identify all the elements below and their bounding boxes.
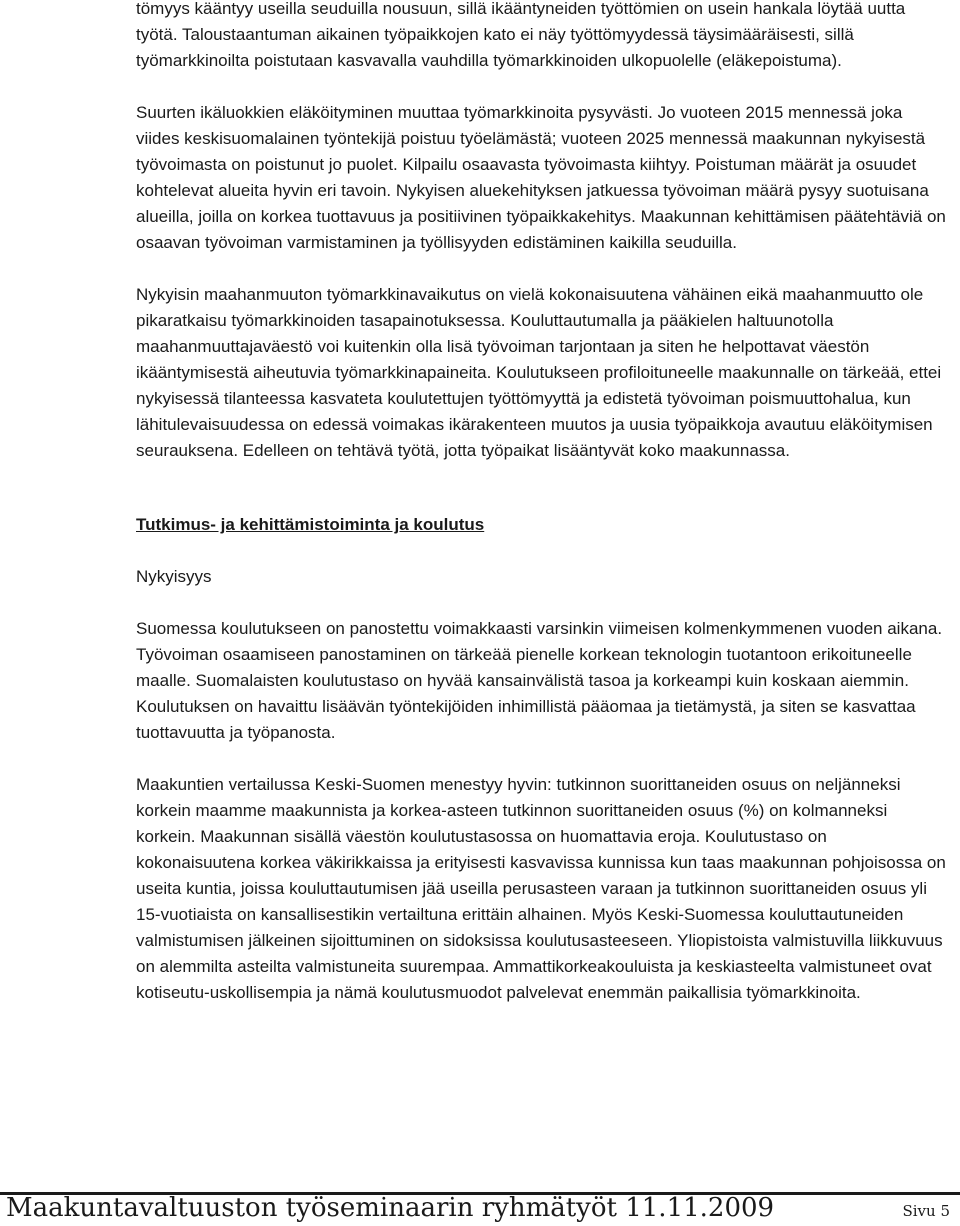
paragraph-comparison: Maakuntien vertailussa Keski-Suomen menestyy hyvin: tutkinnon suorittaneiden osuus on neljänneksi korkein maamme maakunnista ja korkea-asteen tutkinnon suorittaneiden osuus (%) on kolmanneksi korkein. Maakunnan sisällä väestön koulutustasossa on huomattavia eroja. Koulutustaso on kokonaisuutena korkea väkirikkaissa ja erityisesti kasvavissa kunnissa kun taas maakunnan pohjoisossa on useita kuntia, joissa kouluttautumisen jää useilla perusasteen varaan ja tutkinnon suorittaneiden osuus yli 15-vuotiaista on kansallisestikin vertailtuna erittäin alhainen. Myös Keski-Suomessa kouluttautuneiden valmistumisen jälkeinen sijoittuminen on sidoksissa koulutusasteeseen. Yliopistoista valmistuvilla liikkuvuus on alemmilta asteilta valmistuneita suurempaa. Ammattikorkeakouluista ja keskiasteelta valmistuneet ovat kotiseutu-uskollisempia ja nämä koulutusmuodot palvelevat enemmän paikallisia työmarkkinoita. <box>136 775 946 1002</box>
page-number: Sivu 5 <box>902 1202 950 1220</box>
footer-title: Maakuntavaltuuston työseminaarin ryhmätyöt 11.11.2009 <box>6 1193 775 1223</box>
document-body <box>136 0 946 1006</box>
section-subheading: Nykyisyys <box>136 567 212 586</box>
paragraph-immigration: Nykyisin maahanmuuton työmarkkinavaikutus on vielä kokonaisuutena vähäinen eikä maahanmuutto ole pikaratkaisu työmarkkinoiden tasapainotuksessa. Kouluttautumalla ja pääkielen haltuunotolla maahanmuuttajaväestö voi kuitenkin olla lisä työvoiman tarjontaan ja siten he helpottavat väestön ikääntymisestä aiheutuvia työmarkkinapaineita. Koulutukseen profiloituneelle maakunnalle on tärkeää, ettei nykyisessä tilanteessa kasvateta koulutettujen työttömyyttä ja edistetä työvoiman poismuuttohalua, kun lähitulevaisuudessa on edessä voimakas ikärakenteen muutos ja uusia työpaikkoja avautuu eläköitymisen seurauksena. Edelleen on tehtävä työtä, jotta työpaikat lisääntyvät koko maakunnassa. <box>136 285 942 460</box>
paragraph-education: Suomessa koulutukseen on panostettu voimakkaasti varsinkin viimeisen kolmenkymmenen vuoden aikana. Työvoiman osaamiseen panostaminen on tärkeää pienelle korkean teknologin tuotantoon erikoituneelle maalle. Suomalaisten koulutustaso on hyvää kansainvälistä tasoa ja korkeampi kuin koskaan aiemmin. Koulutuksen on havaittu lisäävän työntekijöiden inhimillistä pääomaa ja tietämystä, ja siten se kasvattaa tuottavuutta ja työpanosta. <box>136 619 943 742</box>
paragraph-intro: tömyys kääntyy useilla seuduilla nousuun, sillä ikääntyneiden työttömien on usein hankala löytää uutta työtä. Taloustaantuman aikainen työpaikkojen kato ei näy työttömyydessä täysimääräisesti, sillä työmarkkinoilta poistutaan kasvavalla vauhdilla työmarkkinoiden ulkopuolelle (eläkepoistuma). <box>136 0 906 70</box>
section-heading: Tutkimus- ja kehittämistoiminta ja koulutus <box>136 515 485 534</box>
paragraph-retirement: Suurten ikäluokkien eläköityminen muuttaa työmarkkinoita pysyvästi. Jo vuoteen 2015 mennessä joka viides keskisuomalainen työntekijä poistuu työelämästä; vuoteen 2025 mennessä maakunnan nykyisestä työvoimasta on poistunut jo puolet. Kilpailu osaavasta työvoimasta kiihtyy. Poistuman määrät ja osuudet kohtelevat alueita hyvin eri tavoin. Nykyisen aluekehityksen jatkuessa työvoiman määrä pysyy suotuisana alueilla, joilla on korkea tuottavuus ja positiivinen työpaikkakehitys. Maakunnan kehittämisen päätehtäviä on osaavan työvoiman varmistaminen ja työllisyyden edistäminen kaikilla seuduilla. <box>136 103 946 252</box>
